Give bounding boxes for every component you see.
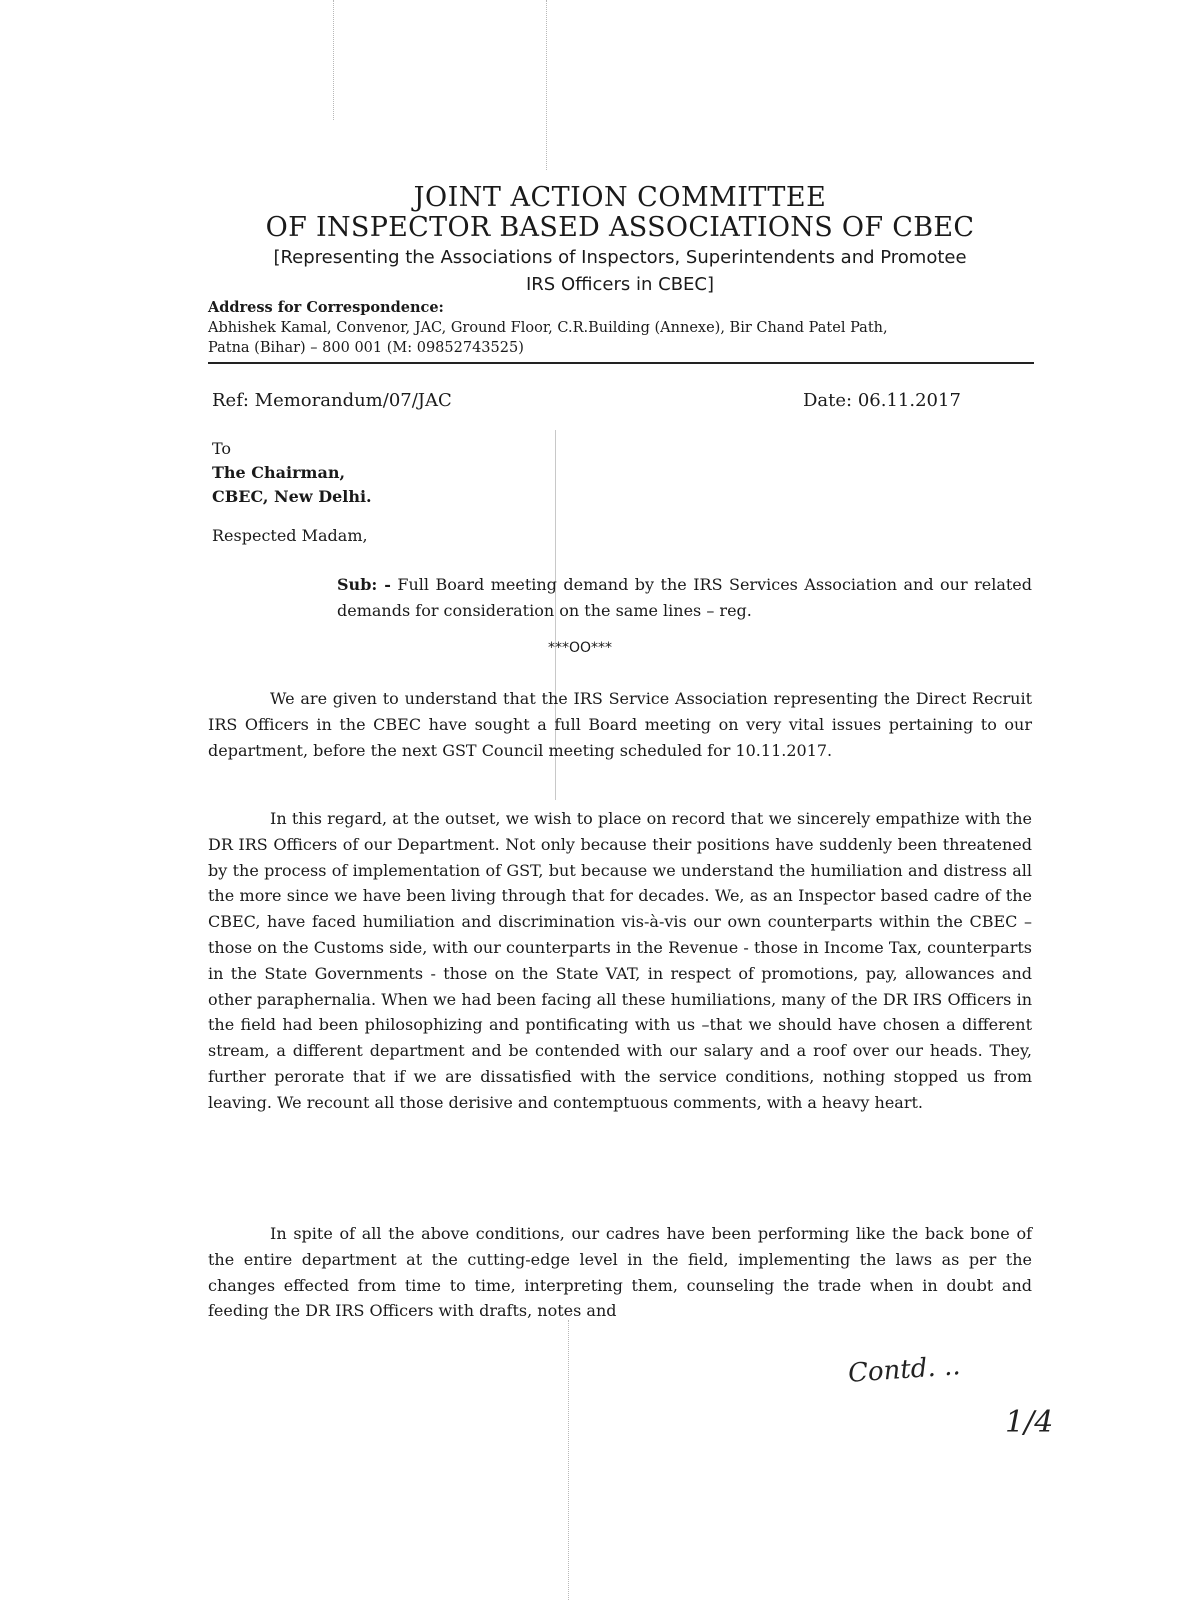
recipient-line1: The Chairman, [212,463,346,482]
recipient-to: To [212,439,232,458]
reference-number: Ref: Memorandum/07/JAC [212,390,452,411]
section-separator: ***OO*** [548,640,613,656]
scan-crease-mark [568,1320,569,1600]
letter-date: Date: 06.11.2017 [803,390,961,411]
handwritten-page-number: 1/4 [1005,1405,1054,1440]
body-paragraph-1: We are given to understand that the IRS Service Association representing the Direct Recruit IRS Officers in the CBEC have sought a full Board meeting on very vital issues pertaining to our department, before the next GST Council meeting scheduled for 10.11.2017. [208,689,1032,760]
letterhead [200,183,1040,297]
subject-label: Sub: - [337,575,391,594]
scan-crease-mark [546,0,547,170]
letterhead-subtitle-line2: IRS Officers in CBEC] [525,274,714,295]
body-paragraph-3: In spite of all the above conditions, our cadres have been performing like the back bone of the entire department at the cutting-edge level in the field, implementing the laws as per the changes effected from time to time, interpreting them, counseling the trade when in doubt and feeding the DR IRS Officers with drafts, notes and [208,1224,1032,1321]
letterhead-title-line2: OF INSPECTOR BASED ASSOCIATIONS OF CBEC [265,212,975,243]
subject-block [337,572,1032,624]
letterhead-subtitle-line1: [Representing the Associations of Inspectors, Superintendents and Promotee [273,247,967,268]
scan-crease-mark [333,0,334,120]
handwritten-continued-note: Contd. .. [847,1351,962,1389]
recipient-block [212,437,372,509]
address-line1: Abhishek Kamal, Convenor, JAC, Ground Floor, C.R.Building (Annexe), Bir Chand Patel Path, [208,320,888,336]
address-label: Address for Correspondence: [208,299,444,316]
subject-text: Full Board meeting demand by the IRS Services Association and our related demands for consideration on the same lines – reg. [337,575,1033,620]
address-line2: Patna (Bihar) – 800 001 (M: 09852743525) [208,340,524,356]
correspondence-address [208,298,1038,358]
header-divider [208,362,1034,364]
body-paragraph-2: In this regard, at the outset, we wish to place on record that we sincerely empathize with the DR IRS Officers of our Department. Not only because their positions have suddenly been threatened by the process of implementation of GST, but because we understand the humiliation and distress all the more since we have been living through that for decades. We, as an Inspector based cadre of the CBEC, have faced humiliation and discrimination vis-à-vis our own counterparts within the CBEC – those on the Customs side, with our counterparts in the Revenue - those in Income Tax, counterparts in the State Governments - those on the State VAT, in respect of promotions, pay, allowances and other paraphernalia. When we had been facing all these humiliations, many of the DR IRS Officers in the field had been philosophizing and pontificating with us –that we should have chosen a different stream, a different department and be contended with our salary and a roof over our heads. They, further perorate that if we are dissatisfied with the service conditions, nothing stopped us from leaving. We recount all those derisive and contemptuous comments, with a heavy heart. [208,809,1032,1112]
recipient-line2: CBEC, New Delhi. [212,487,372,506]
letterhead-title-line1: JOINT ACTION COMMITTEE [413,182,827,213]
salutation: Respected Madam, [212,526,368,545]
